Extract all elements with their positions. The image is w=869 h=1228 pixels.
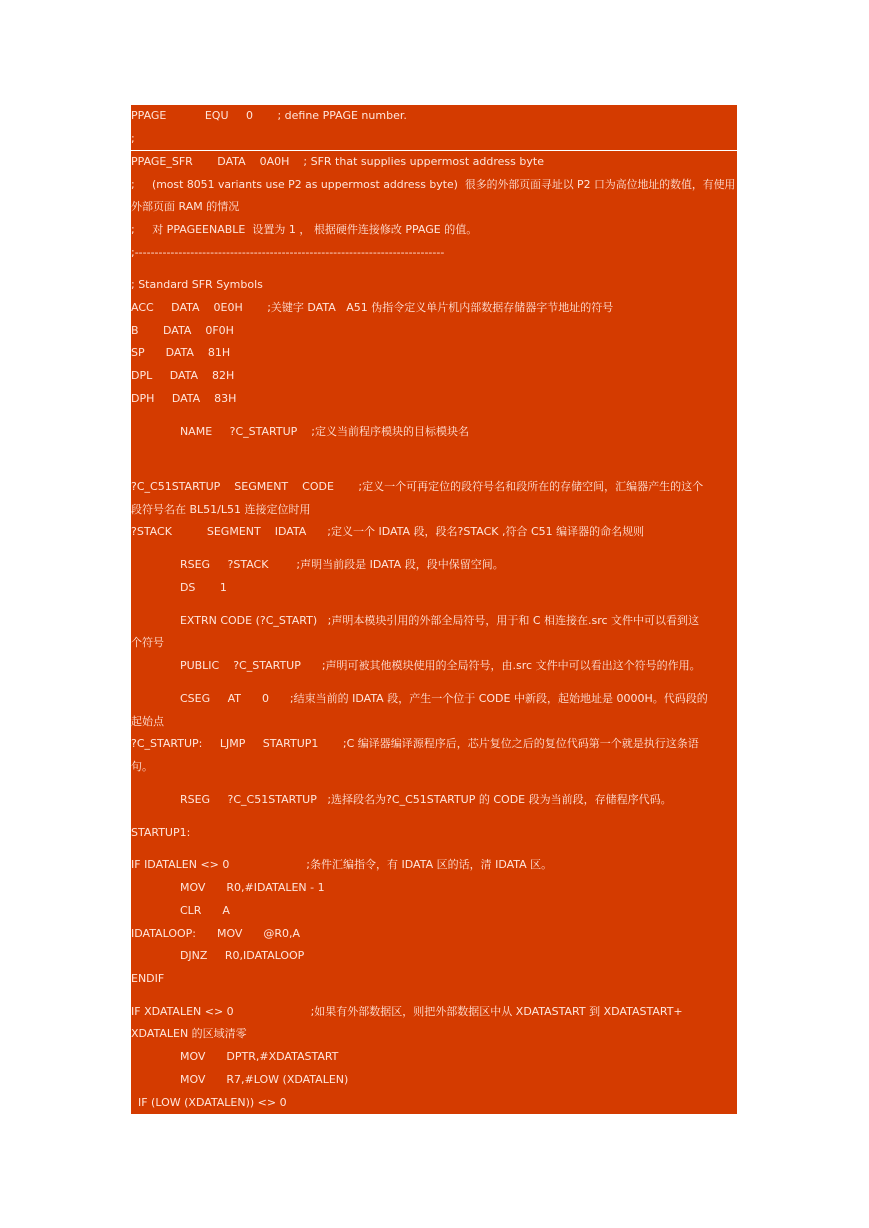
code-line: ACC DATA 0E0H ;关键字 DATA A51 伪指令定义单片机内部数据存储器字节地址的符号: [131, 301, 614, 314]
code-line: 外部页面 RAM 的情况: [131, 200, 240, 213]
code-line: DJNZ R0,IDATALOOP: [131, 949, 305, 962]
code-line: MOV R0,#IDATALEN - 1: [131, 881, 325, 894]
code-line: IF XDATALEN <> 0 ;如果有外部数据区，则把外部数据区中从 XDATASTART 到 XDATASTART+: [131, 1005, 683, 1018]
code-line: DPL DATA 82H: [131, 369, 235, 382]
code-line: IF IDATALEN <> 0 ;条件汇编指令，有 IDATA 区的话，清 IDATA 区。: [131, 858, 553, 871]
code-line: ; Standard SFR Symbols: [131, 278, 263, 291]
code-line: RSEG ?C_C51STARTUP ;选择段名为?C_C51STARTUP 的 CODE 段为当前段，存储程序代码。: [131, 793, 672, 806]
code-line: MOV DPTR,#XDATASTART: [131, 1050, 339, 1063]
code-line: ;------------------------------------------------------------------------------: [131, 246, 445, 259]
code-line: CLR A: [131, 904, 230, 917]
code-line: B DATA 0F0H: [131, 324, 234, 337]
code-line: CSEG AT 0 ;结束当前的 IDATA 段，产生一个位于 CODE 中新段，起始地址是 0000H。代码段的: [131, 692, 708, 705]
code-line: IF (LOW (XDATALEN)) <> 0: [131, 1096, 287, 1109]
code-line: 句。: [131, 760, 153, 773]
code-line: NAME ?C_STARTUP ;定义当前程序模块的目标模块名: [131, 425, 469, 438]
code-line: IDATALOOP: MOV @R0,A: [131, 927, 301, 940]
code-line: MOV R7,#LOW (XDATALEN): [131, 1073, 349, 1086]
code-line: SP DATA 81H: [131, 346, 231, 359]
code-line: ?C_C51STARTUP SEGMENT CODE ;定义一个可再定位的段符号名和段所在的存储空间，汇编器产生的这个: [131, 480, 704, 493]
code-line: PPAGE_SFR DATA 0A0H ; SFR that supplies uppermost address byte: [131, 155, 544, 168]
code-line: ?STACK SEGMENT IDATA ;定义一个 IDATA 段，段名?STACK ,符合 C51 编译器的命名规则: [131, 525, 645, 538]
code-line: 起始点: [131, 715, 164, 728]
code-line: ; 对 PPAGEENABLE 设置为 1 ， 根据硬件连接修改 PPAGE 的值。: [131, 223, 478, 236]
code-line: EXTRN CODE (?C_START) ;声明本模块引用的外部全局符号，用于和 C 相连接在.src 文件中可以看到这: [131, 614, 700, 627]
code-line: STARTUP1:: [131, 826, 191, 839]
code-line: PPAGE EQU 0 ; define PPAGE number.: [131, 109, 407, 122]
code-line: PUBLIC ?C_STARTUP ;声明可被其他模块使用的全局符号，由.src 文件中可以看出这个符号的作用。: [131, 659, 701, 672]
code-line: ?C_STARTUP: LJMP STARTUP1 ;C 编译器编译源程序后，芯片复位之后的复位代码第一个就是执行这条语: [131, 737, 699, 750]
code-listing-panel: [131, 105, 737, 1114]
code-line: DS 1: [131, 581, 227, 594]
divider: [131, 150, 737, 151]
code-line: RSEG ?STACK ;声明当前段是 IDATA 段，段中保留空间。: [131, 558, 504, 571]
code-line: 段符号名在 BL51/L51 连接定位时用: [131, 503, 311, 516]
code-line: DPH DATA 83H: [131, 392, 237, 405]
code-line: ENDIF: [131, 972, 165, 985]
code-line: ; (most 8051 variants use P2 as uppermost address byte) 很多的外部页面寻址以 P2 口为高位地址的数值，有使用: [131, 178, 736, 191]
code-line: 个符号: [131, 636, 164, 649]
code-line: ;: [131, 132, 135, 145]
code-line: XDATALEN 的区域清零: [131, 1027, 247, 1040]
